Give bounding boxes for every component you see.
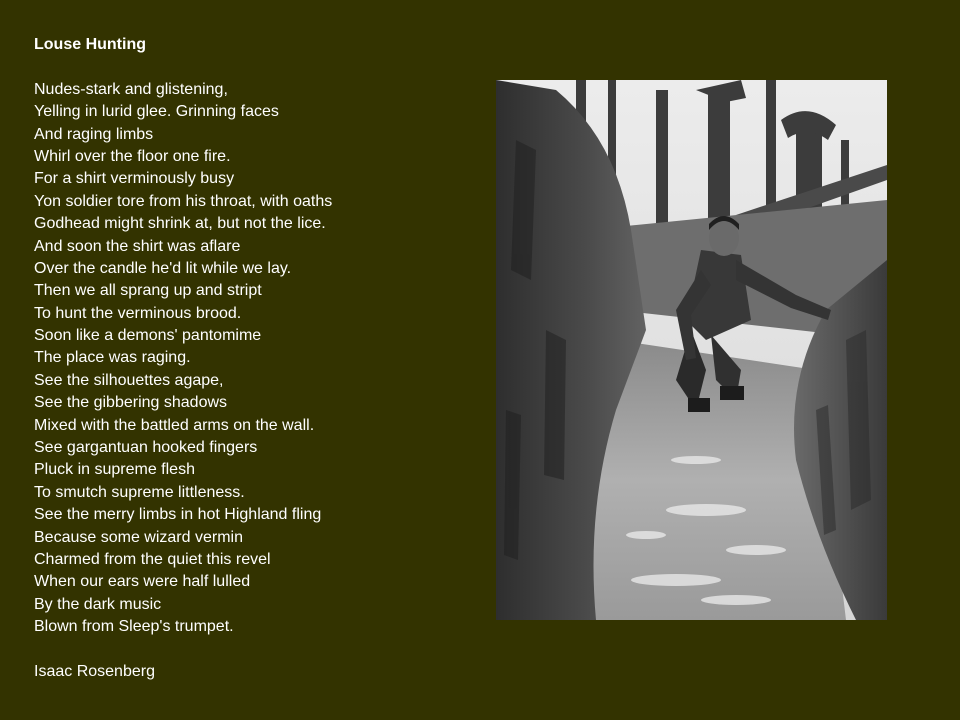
poem-line: The place was raging.: [34, 349, 191, 367]
poem-line: And raging limbs: [34, 125, 154, 143]
trench-photograph: [496, 80, 887, 620]
poem-line: Yon soldier tore from his throat, with oaths: [34, 192, 333, 210]
poem-line: Blown from Sleep's trumpet.: [34, 618, 234, 636]
poem-author: Isaac Rosenberg: [34, 662, 155, 680]
poem-line: To hunt the verminous brood.: [34, 304, 242, 322]
poem-title: Louse Hunting: [34, 36, 146, 53]
poem-line: Because some wizard vermin: [34, 528, 243, 546]
poem-line: To smutch supreme littleness.: [34, 483, 245, 501]
poem-line: Mixed with the battled arms on the wall.: [34, 416, 315, 434]
poem-line: Godhead might shrink at, but not the lice.: [34, 215, 326, 233]
poem-line: Whirl over the floor one fire.: [34, 147, 231, 165]
poem-line: Soon like a demons' pantomime: [34, 327, 262, 345]
poem-line: When our ears were half lulled: [34, 573, 251, 591]
stanza-gap: [34, 639, 484, 661]
poem-line: Over the candle he'd lit while we lay.: [34, 259, 292, 277]
poem-line: See gargantuan hooked fingers: [34, 439, 258, 457]
poem-line: Nudes-stark and glistening,: [34, 80, 228, 98]
poem-line: For a shirt verminously busy: [34, 170, 235, 188]
poem-line: See the merry limbs in hot Highland fling: [34, 506, 322, 524]
poem-line: And soon the shirt was aflare: [34, 237, 241, 255]
poem-text: [34, 34, 484, 683]
poem-line: See the silhouettes agape,: [34, 371, 224, 389]
poem-line: Charmed from the quiet this revel: [34, 550, 271, 568]
poem-line: Pluck in supreme flesh: [34, 461, 195, 479]
poem-line: By the dark music: [34, 595, 162, 613]
stanza-gap: [34, 56, 484, 78]
poem-line: Yelling in lurid glee. Grinning faces: [34, 103, 279, 121]
poem-line: Then we all sprang up and stript: [34, 282, 262, 300]
poem-line: See the gibbering shadows: [34, 394, 228, 412]
